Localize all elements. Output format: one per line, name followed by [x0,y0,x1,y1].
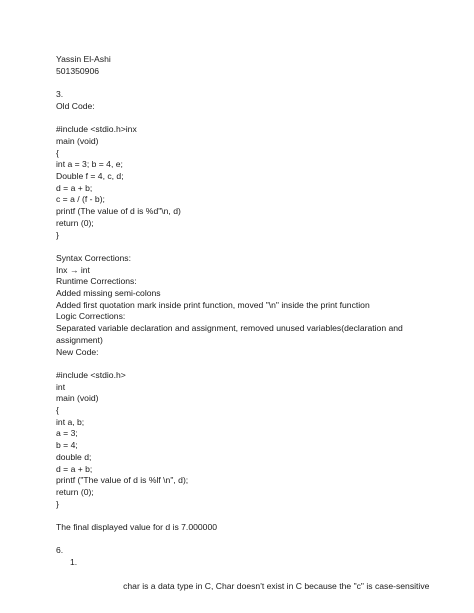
old-code-line: { [56,147,59,158]
question-3-number: 3. [56,89,64,100]
new-code-line: d = a + b; [56,463,93,474]
new-code-line: b = 4; [56,440,78,451]
runtime-correction-item: Added missing semi-colons [56,288,161,299]
runtime-corrections-label: Runtime Corrections: [56,276,137,287]
old-code-line: Double f = 4, c, d; [56,171,124,181]
new-code-line: main (void) [56,393,99,404]
question-6-number: 6. [56,545,64,556]
new-code-line: int a, b; [56,416,85,427]
author-name: Yassin El-Ashi [56,54,111,64]
logic-corrections-label: Logic Corrections: [56,311,126,322]
list-item-text: char is a data type in C, Char doesn't exist in C because the "c" is case-sensitive [123,580,430,591]
old-code-line: c = a / (f - b); [56,194,105,205]
new-code-line: int [56,381,66,392]
old-code-line: } [56,229,59,240]
old-code-block [56,124,416,241]
list-item-number: 1. [70,557,78,568]
old-code-line: int a = 3; b = 4, e; [56,159,123,170]
new-code-line: double d; [56,451,92,462]
new-code-line: printf ("The value of d is %lf \n", d); [56,475,189,486]
final-value-statement: The final displayed value for d is 7.000000 [56,522,217,533]
new-code-line: } [56,498,59,509]
old-code-line: return (0); [56,217,94,228]
question-6-list [56,557,430,604]
new-code-block [56,370,416,510]
old-code-label: Old Code: [56,100,95,111]
old-code-line: main (void) [56,135,99,146]
new-code-line: return (0); [56,486,94,497]
syntax-correction-item: Inx → int [56,264,90,275]
student-id: 501350906 [56,65,100,76]
runtime-correction-item: Added first quotation mark inside print function, moved "\n" inside the print function [56,299,370,310]
syntax-corrections-label: Syntax Corrections: [56,252,131,263]
document-body [56,54,430,604]
new-code-line: { [56,405,59,416]
new-code-line: #include <stdio.h> [56,369,126,380]
list-item [56,557,430,604]
old-code-line: d = a + b; [56,182,93,193]
old-code-line: printf (The value of d is %d"\n, d) [56,206,181,217]
new-code-line: a = 3; [56,428,78,439]
logic-correction-item: Separated variable declaration and assignment, removed unused variables(declaration and assignment) [56,323,403,345]
old-code-line: #include <stdio.h>inx [56,124,137,135]
new-code-label: New Code: [56,346,99,357]
